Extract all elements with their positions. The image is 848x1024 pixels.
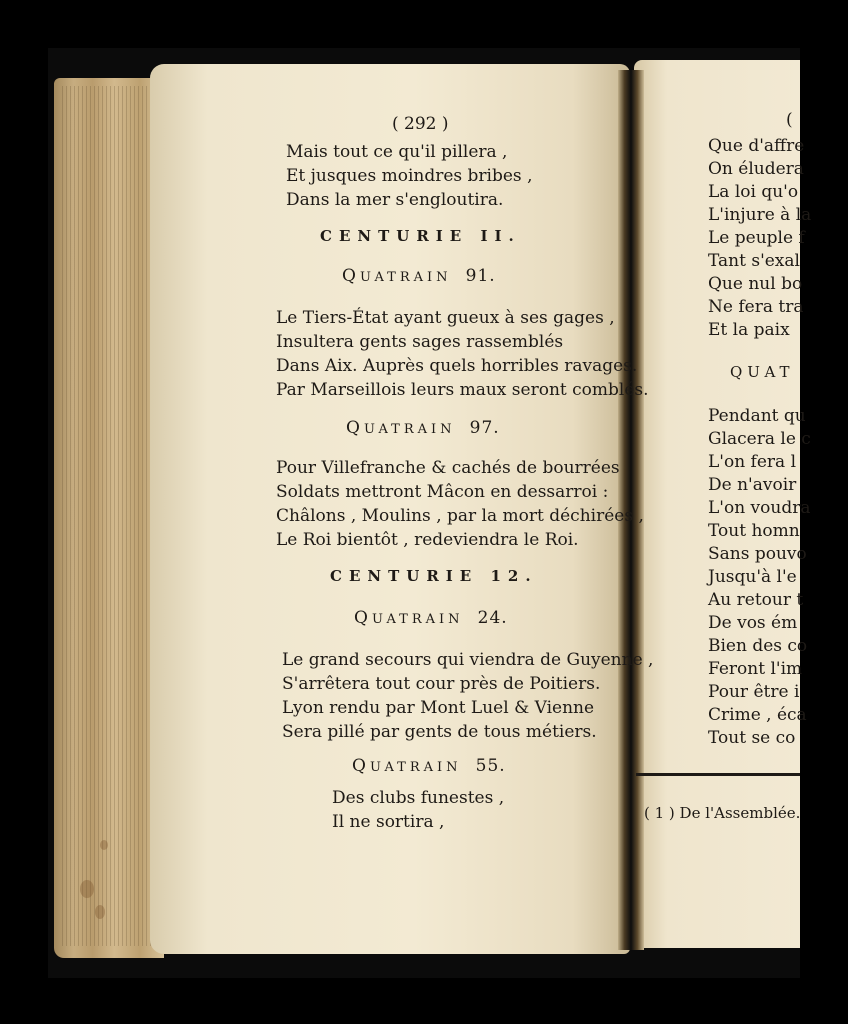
verse-line: Feront l'im: [708, 659, 803, 679]
verse-line: L'injure à la: [708, 205, 812, 225]
verse-line: Lyon rendu par Mont Luel & Vienne: [282, 698, 595, 718]
quatrain-number: 55.: [475, 756, 506, 776]
title-capital: Q: [352, 756, 370, 776]
verse-line: Des clubs funestes ,: [332, 788, 505, 808]
verse-line: Dans Aix. Auprès quels horribles ravages.: [276, 356, 638, 376]
verse-line: Pour Villefranche & cachés de bourrées: [276, 458, 620, 478]
quatrain-heading: [346, 418, 500, 440]
verse-line: Jusqu'à l'e: [708, 567, 797, 587]
verse-line: De vos ém: [708, 613, 798, 633]
verse-line: Glacera le c: [708, 429, 811, 449]
title-text: UATRAIN: [363, 422, 456, 437]
quatrain-number: 24.: [477, 608, 508, 628]
verse-line: Que d'affre: [708, 136, 805, 156]
verse-line: L'on fera l: [708, 452, 797, 472]
verse-line: Tout se co: [708, 728, 796, 748]
verse-line: Dans la mer s'engloutira.: [286, 190, 504, 210]
verse-line: L'on voudra: [708, 498, 811, 518]
verse-line: Et jusques moindres bribes ,: [286, 166, 533, 186]
verse-line: Soldats mettront Mâcon en dessarroi :: [276, 482, 609, 502]
quatrain-heading: [342, 266, 496, 288]
verse-line: Tout homn: [708, 521, 800, 541]
foxing-spot: [95, 905, 105, 919]
page-number: (: [786, 110, 793, 130]
page-number: ( 292 ): [392, 114, 449, 134]
verse-line: Le peuple f: [708, 228, 805, 248]
verse-line: S'arrêtera tout cour près de Poitiers.: [282, 674, 601, 694]
foxing-spot: [100, 840, 108, 850]
verse-line: Et la paix: [708, 320, 790, 340]
section-heading-centurie-12: CENTURIE 12.: [330, 567, 538, 585]
verse-line: Bien des co: [708, 636, 808, 656]
title-text: UATRAIN: [369, 760, 462, 775]
verse-line: Châlons , Moulins , par la mort déchirées ,: [276, 506, 644, 526]
verse-line: La loi qu'o: [708, 182, 799, 202]
verse-line: Le Tiers-État ayant gueux à ses gages ,: [276, 308, 615, 328]
verse-line: Le grand secours qui viendra de Guyenne ,: [282, 650, 654, 670]
verse-line: On éludera: [708, 159, 804, 179]
foxing-spot: [80, 880, 94, 898]
verse-line: Insultera gents sages rassemblés: [276, 332, 564, 352]
verse-line: Sera pillé par gents de tous métiers.: [282, 722, 597, 742]
verse-line: Que nul bo: [708, 274, 803, 294]
title-capital: Q: [346, 418, 364, 438]
verse-line: Pour être i: [708, 682, 800, 702]
footnote: ( 1 ) De l'Assemblée.: [644, 804, 801, 822]
footnote-rule: [636, 773, 800, 776]
verse-line: Par Marseillois leurs maux seront comblés.: [276, 380, 649, 400]
verse-line: Au retour t: [708, 590, 804, 610]
quatrain-number: 97.: [469, 418, 500, 438]
title-capital: Q: [354, 608, 372, 628]
verse-line: Tant s'exal: [708, 251, 800, 271]
verse-line: Crime , éca: [708, 705, 807, 725]
title-text: UATRAIN: [359, 270, 452, 285]
verse-line: Ne fera tra: [708, 297, 804, 317]
verse-line: Mais tout ce qu'il pillera ,: [286, 142, 508, 162]
page-edge-texture: [62, 86, 158, 946]
title-text: UATRAIN: [371, 612, 464, 627]
verse-line: De n'avoir: [708, 475, 797, 495]
section-heading-centurie-11: CENTURIE II.: [320, 227, 521, 245]
quatrain-number: 91.: [465, 266, 496, 286]
right-page-text: [634, 60, 812, 948]
verse-line: Pendant qu: [708, 406, 806, 426]
title-capital: Q: [342, 266, 360, 286]
verse-line: Il ne sortira ,: [332, 812, 445, 832]
quatrain-heading: [354, 608, 508, 630]
verse-line: Sans pouvo: [708, 544, 807, 564]
quatrain-heading: QUAT: [730, 363, 795, 381]
quatrain-heading: [352, 756, 506, 778]
verse-line: Le Roi bientôt , redeviendra le Roi.: [276, 530, 579, 550]
